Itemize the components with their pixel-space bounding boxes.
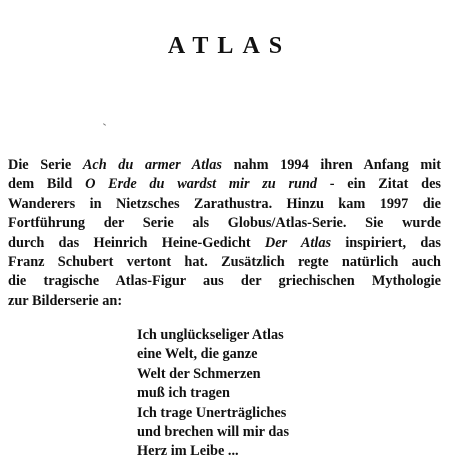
paragraph-line (8, 253, 441, 272)
work-title: Ach du armer Atlas (82, 157, 222, 173)
poem-line: Ich trage Unerträgliches (137, 404, 287, 421)
poem-line: Herz im Leibe ... (137, 443, 239, 460)
text-run: zur Bilderserie an: (8, 292, 123, 309)
work-title: O Erde du wardst mir zu rund (85, 176, 318, 193)
poem-line: muß ich tragen (137, 385, 230, 402)
poem-quote (137, 326, 289, 462)
paragraph-line (8, 156, 441, 175)
text-run: Wanderers in Nietzsches Zarathustra. Hinzu kam 1997 die (8, 195, 441, 212)
text-run: die tragische Atlas-Figur aus der griechischen Mythologie (8, 273, 441, 290)
text-run: Die Serie (8, 157, 83, 173)
intro-paragraph (8, 156, 441, 311)
work-title: Der Atlas (264, 234, 332, 251)
paragraph-line (8, 214, 441, 233)
text-run: inspiriert, das (331, 234, 441, 251)
text-run: - ein Zitat des (317, 176, 441, 193)
paragraph-line (8, 272, 441, 291)
paragraph-line (8, 234, 441, 253)
paragraph-line (8, 292, 441, 311)
poem-line: Ich unglückseliger Atlas (137, 327, 284, 343)
page-title: ATLAS (167, 33, 292, 59)
text-run: Fortführung der Serie als Globus/Atlas-Serie. Sie wurde (8, 215, 441, 232)
paragraph-line (8, 195, 441, 214)
poem-line: und brechen will mir das (137, 424, 290, 441)
text-run: dem Bild (8, 176, 86, 193)
poem-line: eine Welt, die ganze (137, 346, 258, 363)
text-run: durch das Heinrich Heine-Gedicht (8, 234, 265, 251)
paragraph-line (8, 175, 441, 194)
print-speck (103, 123, 106, 126)
text-run: Franz Schubert vertont hat. Zusätzlich regte natürlich auch (8, 254, 441, 271)
poem-line: Welt der Schmerzen (137, 365, 261, 382)
text-run: nahm 1994 ihren Anfang mit (221, 157, 441, 173)
